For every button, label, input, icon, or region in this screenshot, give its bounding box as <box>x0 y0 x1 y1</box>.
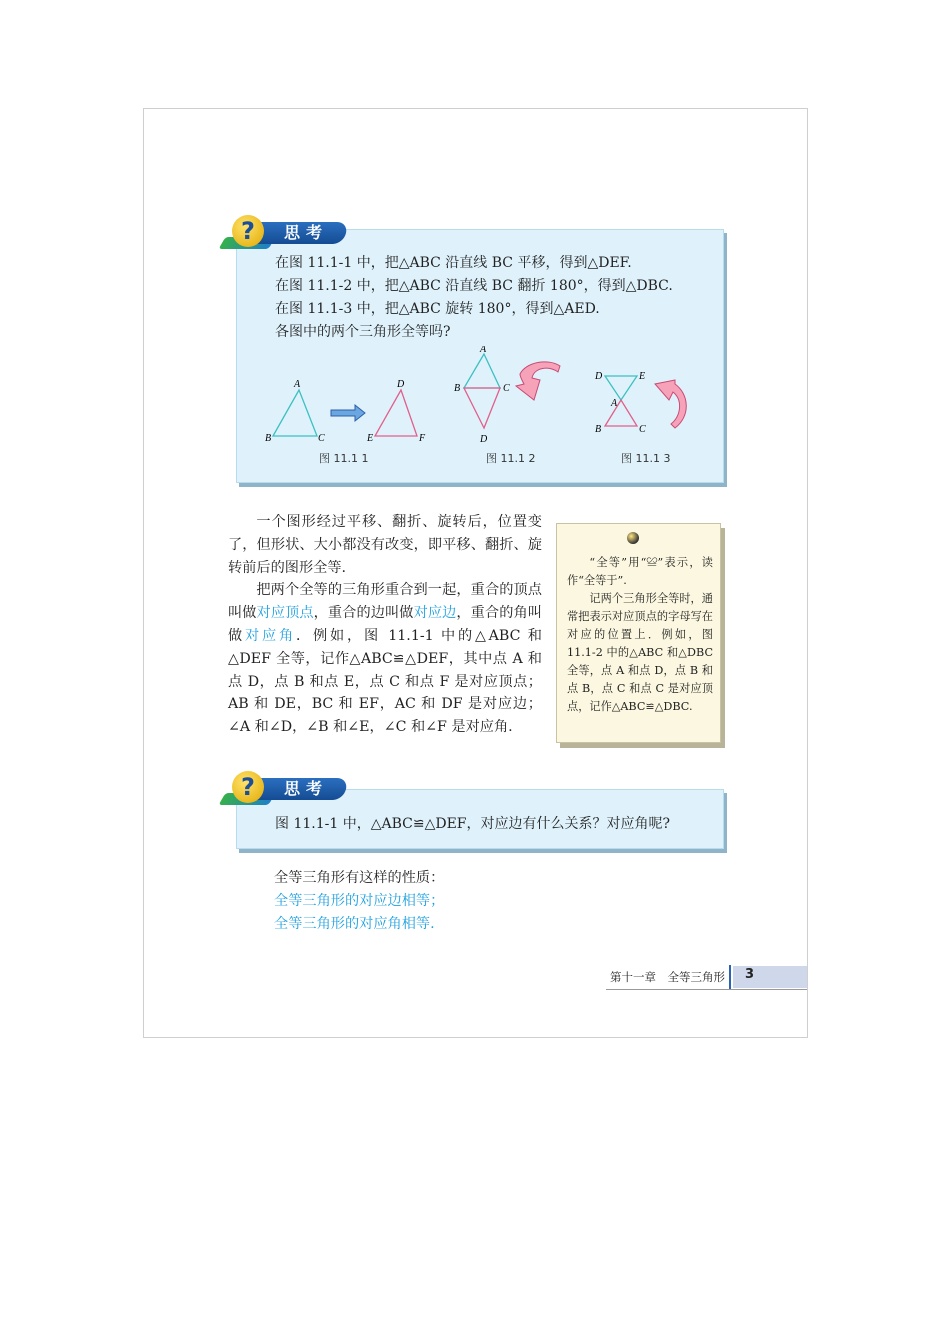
triangle-dbc-2 <box>464 388 500 428</box>
footer-chapter: 第十一章 全等三角形 <box>610 970 725 984</box>
figure-11-1-3 <box>587 370 707 442</box>
think-banner-1 <box>222 219 362 249</box>
p2-text-e: ，重合的角叫做 <box>228 605 542 644</box>
label-d-3: D <box>595 371 603 382</box>
caption-11-1-1: 图 11.1 1 <box>319 452 369 465</box>
footer-separator <box>729 965 731 989</box>
label-b: B <box>265 433 272 442</box>
p2-text-a: 把两个全等的三角形重合到一起，重合的顶点叫做 <box>228 582 542 622</box>
label-f: F <box>419 433 426 442</box>
note-body <box>567 554 713 716</box>
question-mark-icon-2: ? <box>232 771 264 803</box>
think1-line-4: 各图中的两个三角形全等吗? <box>275 324 451 340</box>
term-corresponding-vertex: 对应顶点 <box>256 605 314 622</box>
label-a-2: A <box>480 346 487 355</box>
banner-label: 思考 <box>284 223 329 242</box>
triangle-abc-2 <box>464 354 500 388</box>
translate-arrow-icon <box>331 405 365 421</box>
triangle-abc <box>273 390 317 436</box>
label-c-2: C <box>503 383 510 394</box>
label-c: C <box>318 433 325 442</box>
think-banner-2 <box>222 775 362 805</box>
label-d-2: D <box>480 434 488 444</box>
term-corresponding-side: 对应边 <box>413 605 457 622</box>
triangle-def <box>375 390 417 436</box>
triangle-aed <box>605 376 637 400</box>
label-a-3: A <box>611 398 618 409</box>
p2-text-g: ．例如，图 11.1-1 中的△ABC 和△DEF 全等，记作△ABC≌△DEF，其中点 A 和点 D，点 B 和点 E，点 C 和点 F 是对应顶点；AB 和 DE，BC 和 EF，AC 和 DF 是对应边；∠A 和∠D，∠B 和∠E，∠C 和∠F 是对应角. <box>228 627 542 736</box>
label-e: E <box>367 433 374 442</box>
label-d: D <box>397 380 405 390</box>
flip-arrow-icon <box>516 362 560 400</box>
triangle-abc-3 <box>605 400 637 426</box>
p2-text-c: ，重合的边叫做 <box>313 605 414 622</box>
textbook-page <box>143 108 808 1038</box>
property-intro: 全等三角形有这样的性质： <box>274 870 445 886</box>
caption-11-1-2: 图 11.1 2 <box>486 452 536 465</box>
footer-rule <box>606 989 807 990</box>
paragraph-1: 一个图形经过平移、翻折、旋转后，位置变了，但形状、大小都没有改变，即平移、翻折、旋转前后的图形全等. <box>228 514 542 576</box>
figure-11-1-2 <box>442 346 572 444</box>
think2-question: 图 11.1-1 中，△ABC≌△DEF，对应边有什么关系？对应角呢? <box>275 816 671 832</box>
side-note <box>556 523 721 743</box>
note-paragraph-1: “全等”用“≌”表示，读作“全等于”. <box>567 556 713 587</box>
think-box-1 <box>236 229 724 483</box>
think1-line-2: 在图 11.1-2 中，把△ABC 沿直线 BC 翻折 180°，得到△DBC. <box>275 278 673 294</box>
page-number: 3 <box>745 967 755 982</box>
figure-11-1-1 <box>259 380 429 442</box>
label-a: A <box>294 380 301 390</box>
pin-icon <box>627 532 639 544</box>
think1-line-1: 在图 11.1-1 中，把△ABC 沿直线 BC 平移，得到△DEF. <box>275 255 632 271</box>
main-text <box>228 511 542 739</box>
label-e-3: E <box>639 371 646 382</box>
paragraph-2 <box>228 579 542 739</box>
label-c-3: C <box>639 424 646 435</box>
note-paragraph-2: 记两个三角形全等时，通常把表示对应顶点的字母写在对应的位置上．例如，图 11.1-2 中的△ABC 和△DBC 全等，点 A 和点 D，点 B 和点 B，点 C 和点 C 是对应顶点，记作△ABC≌△DBC. <box>567 592 713 713</box>
term-corresponding-angle: 对应角 <box>245 627 296 644</box>
question-mark-icon: ? <box>232 215 264 247</box>
label-b-3: B <box>595 424 602 435</box>
property-angles: 全等三角形的对应角相等. <box>274 916 435 932</box>
banner-label-2: 思考 <box>284 779 329 798</box>
label-b-2: B <box>454 383 461 394</box>
rotate-arrow-icon <box>655 380 686 428</box>
property-sides: 全等三角形的对应边相等； <box>274 893 445 909</box>
think1-line-3: 在图 11.1-3 中，把△ABC 旋转 180°，得到△AED. <box>275 301 600 317</box>
caption-11-1-3: 图 11.1 3 <box>621 452 671 465</box>
